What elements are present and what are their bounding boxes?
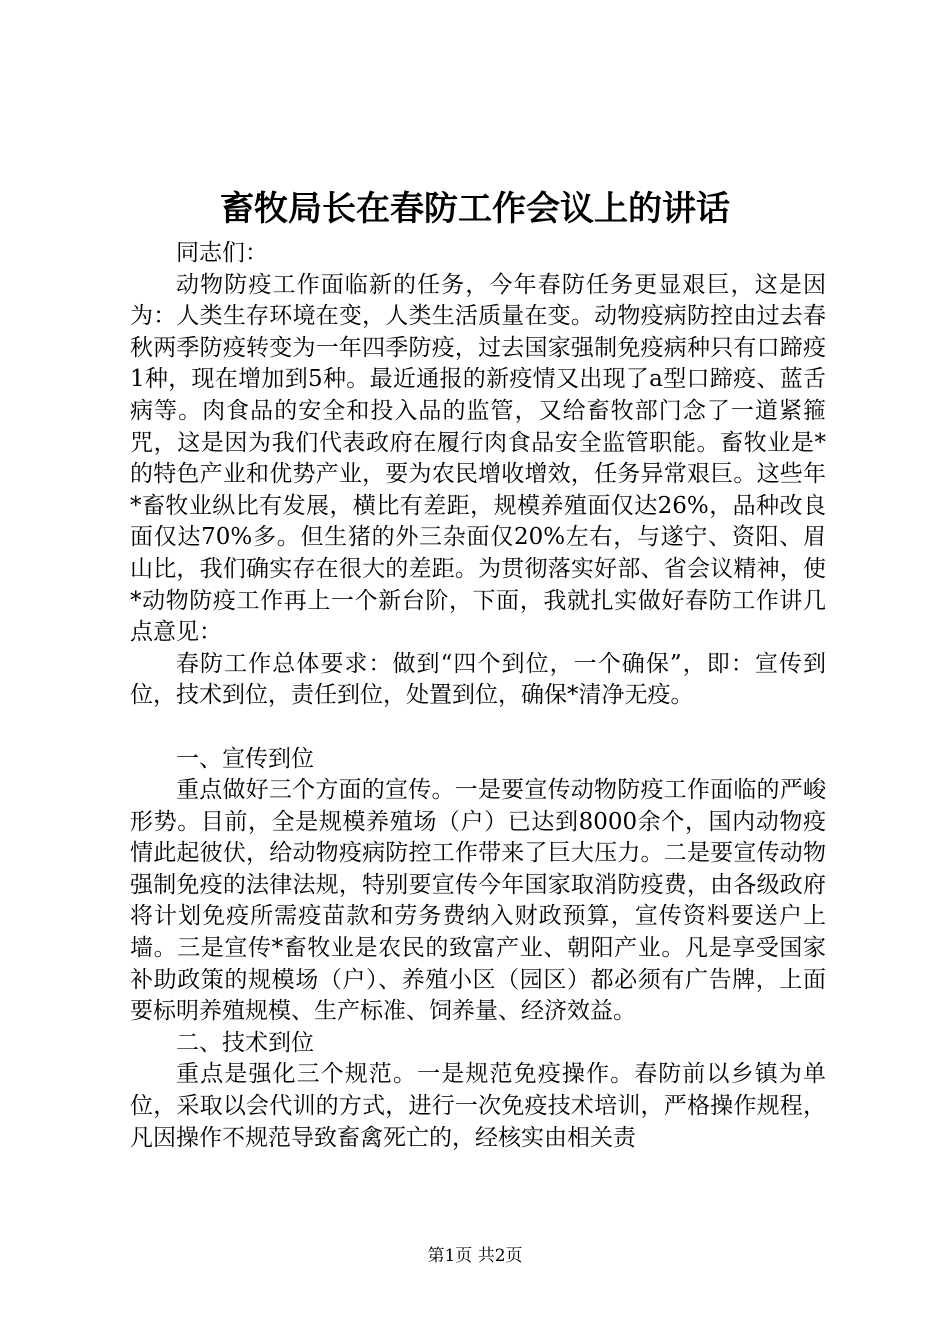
paragraph-technique: 重点是强化三个规范。一是规范免疫操作。春防前以乡镇为单位，采取以会代训的方式，进行一次免疫技术培训，严格操作规程，凡因操作不规范导致畜禽死亡的，经核实由相关责 xyxy=(130,1061,826,1151)
paragraph-publicity: 重点做好三个方面的宣传。一是要宣传动物防疫工作面临的严峻形势。目前，全是规模养殖场（户）已达到8000余个，国内动物疫情此起彼伏，给动物疫病防控工作带来了巨大压力。二是要宣传动物强制免疫的法律法规，特别要宣传今年国家取消防疫费，由各级政府将计划免疫所需疫苗款和劳务费纳入财政预算，宣传资料要送户上墙。三是宣传*畜牧业是农民的致富产业、朝阳产业。凡是享受国家补助政策的规模场（户）、养殖小区（园区）都必须有广告牌，上面要标明养殖规模、生产标准、饲养量、经济效益。 xyxy=(130,777,826,1025)
salutation: 同志们： xyxy=(176,240,268,266)
paragraph-intro: 动物防疫工作面临新的任务，今年春防任务更显艰巨，这是因为：人类生存环境在变，人类生活质量在变。动物疫病防控由过去春秋两季防疫转变为一年四季防疫，过去国家强制免疫病种只有口蹄疫1种，现在增加到5种。最近通报的新疫情又出现了a型口蹄疫、蓝舌病等。肉食品的安全和投入品的监管，又给畜牧部门念了一道紧箍咒，这是因为我们代表政府在履行肉食品安全监管职能。畜牧业是*的特色产业和优势产业，要为农民增收增效，任务异常艰巨。这些年*畜牧业纵比有发展，横比有差距，规模养殖面仅达26%，品种改良面仅达70%多。但生猪的外三杂面仅20%左右，与遂宁、资阳、眉山比，我们确实存在很大的差距。为贯彻落实好部、省会议精神，使*动物防疫工作再上一个新台阶，下面，我就扎实做好春防工作讲几点意见： xyxy=(130,271,826,646)
section-heading-publicity: 一、宣传到位 xyxy=(176,745,314,772)
document-body xyxy=(130,238,826,1154)
document-title: 畜牧局长在春防工作会议上的讲话 xyxy=(220,189,730,229)
paragraph-requirements: 春防工作总体要求：做到“四个到位，一个确保”，即：宣传到位，技术到位，责任到位，处置到位，确保*清净无疫。 xyxy=(130,650,826,709)
section-heading-technique: 二、技术到位 xyxy=(176,1029,314,1056)
page-footer: 第1页 共2页 xyxy=(427,1246,523,1266)
